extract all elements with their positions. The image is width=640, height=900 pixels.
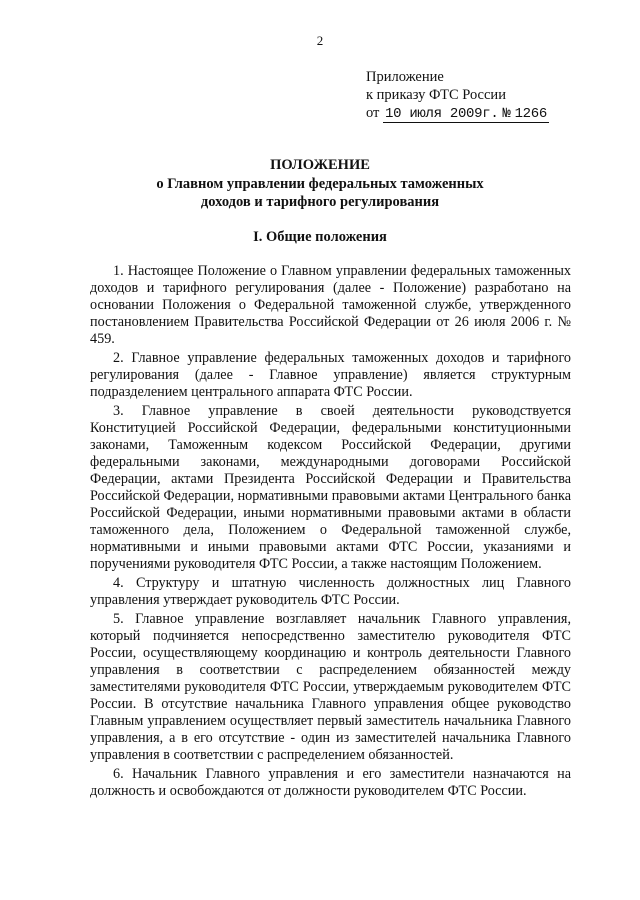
- title-heading: ПОЛОЖЕНИЕ: [270, 157, 370, 173]
- paragraph-6: 6. Начальник Главного управления и его заместители назначаются на должность и освобождаются от должности руководителем ФТС России.: [90, 766, 571, 799]
- order-number-label: №: [502, 106, 511, 122]
- title-line-1: о Главном управлении федеральных таможенных: [156, 175, 484, 192]
- from-label: от: [366, 105, 380, 121]
- appendix-header: [366, 68, 549, 123]
- appendix-line-1: Приложение: [366, 69, 444, 85]
- appendix-line-2: к приказу ФТС России: [366, 87, 506, 103]
- title-line-2: доходов и тарифного регулирования: [200, 194, 440, 210]
- paragraph-3: 3. Главное управление в своей деятельности руководствуется Конституцией Российской Федерации, федеральными конституционными законами, Таможенным кодексом Российской Федерации, другими федеральными законами, международными договорами Российской Федерации, актами Президента Российской Федерации и Правительства Российской Федерации, нормативными правовыми актами Центрального банка Российской Федерации, иными нормативными правовыми актами в области таможенного дела, Положением о Федеральной таможенной службе, нормативными и иными правовыми актами ФТС России, указаниями и поручениями руководителя ФТС России, а также настоящим Положением.: [90, 403, 571, 572]
- paragraph-1: 1. Настоящее Положение о Главном управлении федеральных таможенных доходов и тарифного регулирования (далее - Положение) разработано на основании Положения о Федеральной таможенной службе, утвержденного постановлением Правительства Российской Федерации от 26 июля 2006 г. № 459.: [90, 263, 571, 347]
- page-number: 2: [316, 33, 324, 48]
- order-number: 1266: [514, 106, 547, 122]
- body-text: [90, 263, 571, 802]
- section-heading: I. Общие положения: [253, 229, 387, 245]
- document-title: [0, 156, 640, 212]
- paragraph-5: 5. Главное управление возглавляет начальник Главного управления, который подчиняется непосредственно заместителю руководителя ФТС России, осуществляющему координацию и контроль деятельности Главного управления в соответствии с распределением обязанностей между заместителями руководителя ФТС России, утверждаемым руководителем ФТС России. В отсутствие начальника Главного управления общее руководство Главным управлением осуществляет первый заместитель начальника Главного управления, а в его отсутствие - один из заместителей начальника Главного управления в соответствии с распределением обязанностей.: [90, 611, 571, 763]
- paragraph-2: 2. Главное управление федеральных таможенных доходов и тарифного регулирования (далее - Главное управление) является структурным подразделением центрального аппарата ФТС России.: [90, 350, 571, 400]
- paragraph-4: 4. Структуру и штатную численность должностных лиц Главного управления утверждает руководитель ФТС России.: [90, 575, 571, 608]
- order-line: [366, 104, 549, 123]
- order-date: 10 июля 2009г.: [385, 106, 499, 122]
